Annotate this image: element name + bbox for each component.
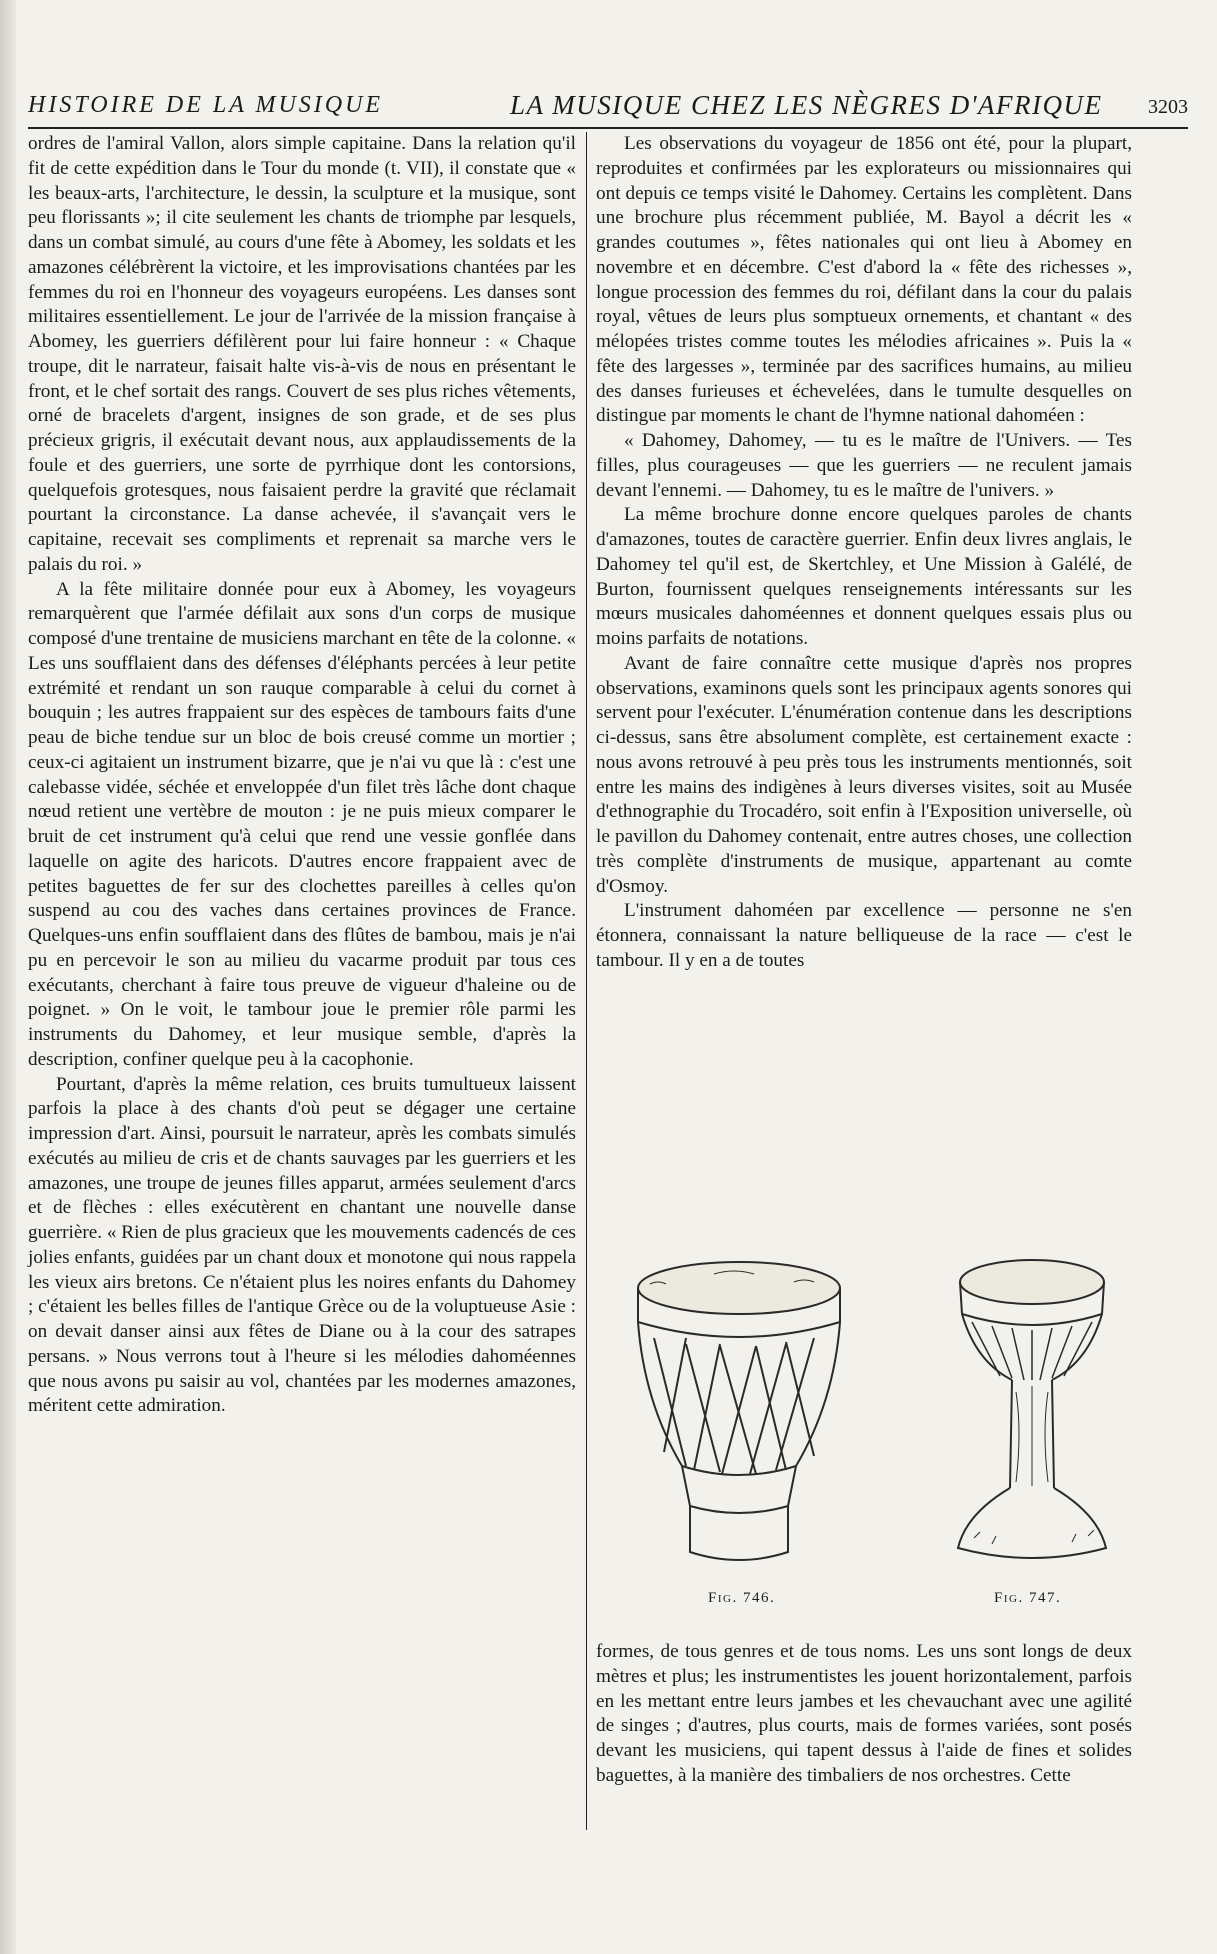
right-column-top xyxy=(596,132,1132,974)
goblet-drum-icon xyxy=(952,1252,1112,1568)
paragraph: A la fête militaire donnée pour eux à Abomey, les voyageurs remarquèrent que l'armée défilait aux sons d'un corps de musique composé d'une trentaine de musiciens marchant en tête de la colonne. « Les uns soufflaient dans des défenses d'éléphants percées à leur petite extrémité et rendant un son rauque comparable à celui du cornet à bouquin ; les autres frappaient sur des espèces de tambours faits d'une peau de biche tendue sur un bloc de bois creusé comme un mortier ; ceux-ci agitaient un instrument bizarre, que je n'ai vu que là : c'est une calebasse vidée, séchée et enveloppée d'un filet très lâche dont chaque nœud retient une vertèbre de mouton : je ne puis mieux comparer le bruit de cet instrument qu'à celui que rend une vessie gonflée dans laquelle on agite des haricots. D'autres encore frappaient avec de petites baguettes de fer sur des clochettes pareilles à celles qu'on suspend au cou des vaches dans certaines provinces de France. Quelques-uns enfin soufflaient dans des flûtes de bambou, mais je n'ai pu en percevoir le son au milieu du vacarme produit par tous ces exécutants, cherchant à faire tous preuve de vigueur d'haleine ou de poignet. » On le voit, le tambour joue le premier rôle parmi les instruments du Dahomey, et leur musique semble, d'après la description, confiner quelque peu à la cacophonie. xyxy=(28,578,576,1070)
column-divider xyxy=(586,132,587,1830)
tall-drum-illustration xyxy=(624,1252,854,1568)
left-column xyxy=(28,132,576,1419)
header-book-title: HISTOIRE DE LA MUSIQUE xyxy=(28,92,384,118)
goblet-drum-illustration xyxy=(952,1252,1112,1568)
anthem-quote: « Dahomey, Dahomey, — tu es le maître de l'Univers. — Tes filles, plus courageuses — que les guerriers — ne reculent jamais devant l'ennemi. — Dahomey, tu es le maître de l'univers. » xyxy=(596,430,1132,501)
header-rule xyxy=(28,127,1188,129)
running-header xyxy=(28,86,1188,126)
paragraph: Les observations du voyageur de 1856 ont été, pour la plupart, reproduites et confirmées par les explorateurs ou missionnaires qui ont depuis ce temps visité le Dahomey. Certains les complètent. Dans une brochure plus récemment publiée, M. Bayol a décrit les « grandes coutumes », fêtes nationales qui ont lieu à Abomey en novembre et en décembre. C'est d'abord la « fête des richesses », longue procession des femmes du roi, défilant dans la cour du palais royal, vêtues de leurs plus somptueux ornements, et chantant « des mélopées tristes comme toutes les mélodies africaines ». Puis la « fête des largesses », terminée par des sacrifices humains, au milieu des danses furieuses et échevelées, dans le tumulte desquelles on distingue par moments le chant de l'hymne national dahoméen : xyxy=(596,133,1132,427)
right-column-bottom xyxy=(596,1640,1132,1789)
header-chapter-title: LA MUSIQUE CHEZ LES NÈGRES D'AFRIQUE xyxy=(510,90,1103,120)
figure-caption: Fig. 747. xyxy=(994,1590,1062,1606)
paragraph: L'instrument dahoméen par excellence — personne ne s'en étonnera, connaissant la nature belliqueuse de la race — c'est le tambour. Il y en a de toutes xyxy=(596,900,1132,971)
figures-block xyxy=(596,1226,1132,1626)
paragraph: ordres de l'amiral Vallon, alors simple capitaine. Dans la relation qu'il fit de cette expédition dans le Tour du monde (t. VII), il constate que « les beaux-arts, l'architecture, le dessin, la sculpture et la musique, sont peu florissants »; il cite seulement les chants de triomphe par lesquels, dans un combat simulé, au cours d'une fête à Abomey, les soldats et les amazones célébrèrent la victoire, et les improvisations chantées par les femmes du roi en l'honneur des voyageurs européens. Les danses sont militaires essentiellement. Le jour de l'arrivée de la mission française à Abomey, les guerriers défilèrent pour lui faire honneur : « Chaque troupe, dit le narrateur, faisait halte vis-à-vis de nous en présentant le front, et le chef sortait des rangs. Couvert de ses plus riches vêtements, orné de bracelets d'argent, insignes de son grade, et de ses plus précieux grigris, il exécutait devant nous, aux applaudissements de la foule et des guerriers, une sorte de pyrrhique dont les contorsions, quelquefois grotesques, nous faisaient perdre la gravité que réclamait pourtant la circonstance. La danse achevée, il s'avançait vers le capitaine, recevait ses compliments et reprenait sa marche vers le palais du roi. » xyxy=(28,133,576,575)
page-number: 3203 xyxy=(1148,96,1188,118)
figure-caption: Fig. 746. xyxy=(708,1590,776,1606)
paragraph: formes, de tous genres et de tous noms. Les uns sont longs de deux mètres et plus; les instrumentistes les jouent horizontalement, parfois en les mettant entre leurs jambes et les chevauchant avec une agilité de singes ; d'autres, plus courts, mais de formes variées, sont posés devant les musiciens, qui tapent dessus à l'aide de fines et solides baguettes, à la manière des timbaliers de nos orchestres. Cette xyxy=(596,1641,1132,1786)
paragraph: La même brochure donne encore quelques paroles de chants d'amazones, toutes de caractère guerrier. Enfin deux livres anglais, le Dahomey tel qu'il est, de Skertchley, et Une Mission à Galélé, de Burton, fournissent quelques renseignements intéressants sur les mœurs musicales dahoméennes et donnent quelques essais plus ou moins parfaits de notations. xyxy=(596,504,1132,649)
tall-drum-icon xyxy=(624,1252,854,1568)
page-binding-edge xyxy=(0,0,16,1954)
paragraph: Pourtant, d'après la même relation, ces bruits tumultueux laissent parfois la place à des chants d'où peut se dégager une certaine impression d'art. Ainsi, poursuit le narrateur, après les combats simulés exécutés au milieu de cris et de chants sauvages par les guerriers et les amazones, une troupe de jeunes filles apparut, armées seulement d'arcs et de flèches : elles exécutèrent en chantant une nouvelle danse guerrière. « Rien de plus gracieux que les mouvements cadencés de ces jolies enfants, guidées par un chant doux et monotone qui nous rappela les vieux airs bretons. Ce n'étaient plus les noires enfants du Dahomey ; c'étaient les belles filles de l'antique Grèce ou de la voluptueuse Asie : on devait danser ainsi aux fêtes de Diane ou à la cour des satrapes persans. » Nous verrons tout à l'heure si les mélodies dahoméennes que nous avons pu saisir au vol, chantées par les modernes amazones, méritent cette admiration. xyxy=(28,1073,576,1417)
paragraph: Avant de faire connaître cette musique d'après nos propres observations, examinons quels sont les principaux agents sonores qui servent pour l'exécuter. L'énumération contenue dans les descriptions ci-dessus, sans être absolument complète, est certainement exacte : nous avons retrouvé à peu près tous les instruments mentionnés, soit entre les mains des indigènes à leurs diverses visites, soit au Musée d'ethnographie du Trocadéro, soit enfin à l'Exposition universelle, où le pavillon du Dahomey contenait, entre autres choses, une collection très complète d'instruments de musique, appartenant au comte d'Osmoy. xyxy=(596,652,1132,897)
